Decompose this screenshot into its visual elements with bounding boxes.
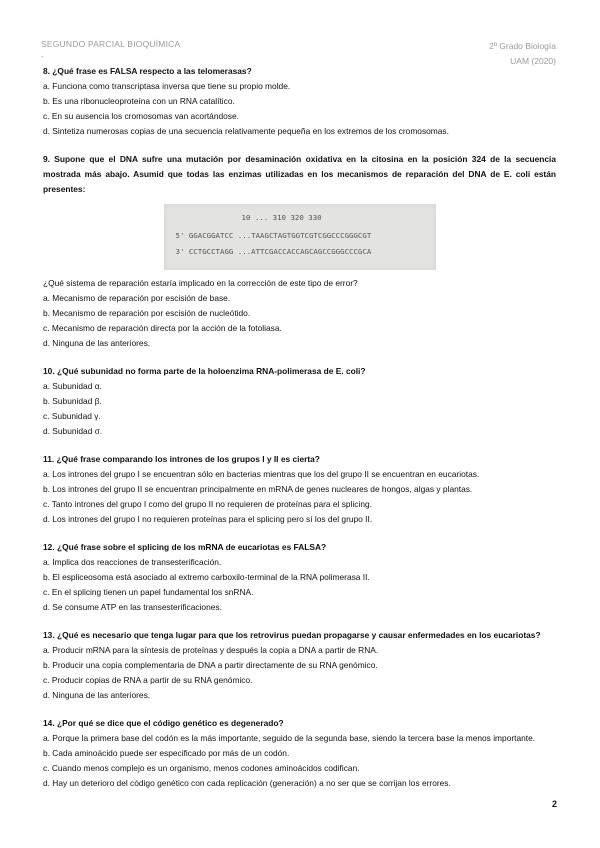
question-9 [43,152,556,351]
option-d: d. Ninguna de las anteriores. [43,690,151,700]
question-11 [43,452,556,527]
option-a: a. Porque la primera base del codón es la más importante, seguido de la segunda base, siendo la tercera base la menos importante. [43,733,536,743]
option-b: b. Mecanismo de reparación por escisión de nucleótido. [43,308,251,318]
question-followup: ¿Qué sistema de reparación estaría implicado en la corrección de este tipo de error? [43,278,358,288]
question-14 [43,716,556,791]
question-title: 12. ¿Qué frase sobre el splicing de los mRNA de eucariotas es FALSA? [43,542,327,552]
option-c: c. En el splicing tienen un papel fundamental los snRNA. [43,587,254,597]
sequence-strand-3: 3' CCTGCCTAGG ...ATTCGACCACCAGCAGCCGGGCCCGCA [175,247,372,256]
exam-content [43,64,556,804]
option-c: c. Mecanismo de reparación directa por la acción de la fotoliasa. [43,323,282,333]
question-title: 10. ¿Qué subunidad no forma parte de la holoenzima RNA-polimerasa de E. coli? [43,366,366,376]
option-c: c. Subunidad γ. [43,411,101,421]
dna-sequence-image [164,204,436,270]
header-dash: - [41,52,44,61]
option-d: d. Los intrones del grupo I no requieren proteínas para el splicing pero sí los del grupo II. [43,514,373,524]
header-university: UAM (2020) [510,56,556,66]
option-d: d. Subunidad σ. [43,426,103,436]
option-b: b. Los intrones del grupo II se encuentran principalmente en mRNA de genes nucleares de hongos, algas y plantas. [43,484,473,494]
sequence-strand-5: 5' GGACGGATCC ...TAAGCTAGTGGTCGTCGGCCCGGGCGT [175,231,372,240]
sequence-positions: 10 ... 310 320 330 [241,213,322,222]
question-title: 11. ¿Qué frase comparando los intrones de los grupos I y II es cierta? [43,454,320,464]
option-d: d. Se consume ATP en las transesterificaciones. [43,602,222,612]
option-b: b. Subunidad β. [43,396,102,406]
option-a: a. Subunidad α. [43,381,102,391]
question-title: 9. Supone que el DNA sufre una mutación por desaminación oxidativa en la citosina en la posición 324 de la secuencia mostrada más abajo. Asumid que todas las enzimas utilizadas en los mecanismos de reparación del DNA de E. coli están presentes: [43,154,556,194]
page-number: 2 [551,799,557,809]
option-d: d. Ninguna de las anteriores. [43,338,151,348]
option-c: c. Cuando menos complejo es un organismo, menos codones aminoácidos codifican. [43,763,360,773]
header-course-title: SEGUNDO PARCIAL BIOQUÍMICA [41,39,181,49]
option-d: d. Hay un deterioro del código genético con cada replicación (generación) a no ser que se corrijan los errores. [43,778,451,788]
option-b: b. Es una ribonucleoproteína con un RNA catalítico. [43,96,235,106]
option-a: a. Mecanismo de reparación por escisión de base. [43,293,231,303]
option-a: a. Implica dos reacciones de transesterificación. [43,557,222,567]
option-a: a. Funciona como transcriptasa inversa que tiene su propio molde. [43,81,291,91]
question-title: 14. ¿Por qué se dice que el código genético es degenerado? [43,718,284,728]
option-c: c. Producir copias de RNA a partir de su RNA genómico. [43,675,253,685]
option-c: c. Tanto intrones del grupo I como del grupo II no requieren de proteínas para el splicing. [43,499,372,509]
question-12 [43,540,556,615]
option-c: c. En su ausencia los cromosomas van acortándose. [43,111,239,121]
option-a: a. Los intrones del grupo I se encuentran sólo en bacterias mientras que los del grupo II se encuentran en eucariotas. [43,469,480,479]
option-d: d. Sintetiza numerosas copias de una secuencia relativamente pequeña en los extremos de los cromosomas. [43,126,449,136]
question-title: 8. ¿Qué frase es FALSA respecto a las telomerasas? [43,66,252,76]
option-b: b. El espliceosoma está asociado al extremo carboxilo-terminal de la RNA polimerasa II. [43,572,370,582]
option-b: b. Cada aminoácido puede ser especificado por más de un codón. [43,748,290,758]
question-10 [43,364,556,439]
sequence-figure [43,204,556,270]
question-title: 13. ¿Qué es necesario que tenga lugar para que los retrovirus puedan propagarse y causar enfermedades en los eucariotas? [43,630,541,640]
option-b: b. Producir una copia complementaria de DNA a partir directamente de su RNA genómico. [43,660,378,670]
option-a: a. Producir mRNA para la síntesis de proteínas y después la copia a DNA a partir de RNA. [43,645,379,655]
question-8 [43,64,556,139]
question-13 [43,628,556,703]
header-degree: 2º Grado Biología [489,41,556,51]
